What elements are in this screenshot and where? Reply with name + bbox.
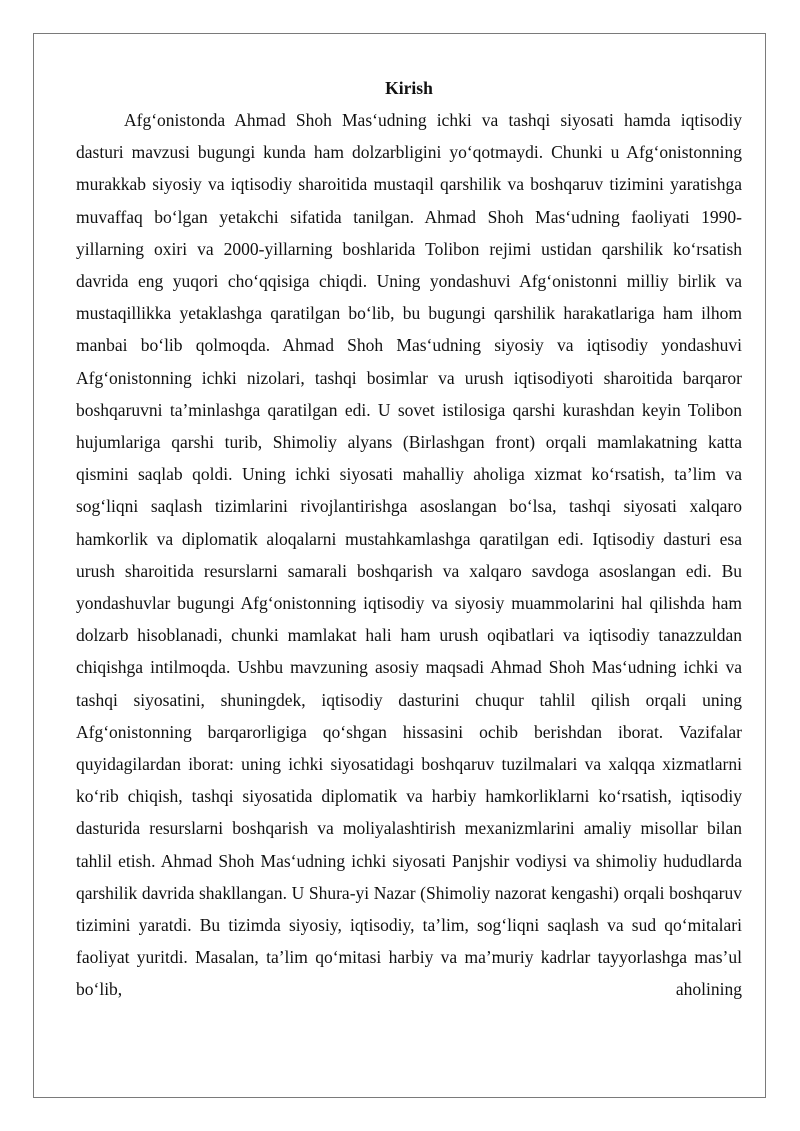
document-body: [76, 72, 742, 1006]
body-paragraph: Afg‘onistonda Ahmad Shoh Mas‘udning ichki va tashqi siyosati hamda iqtisodiy dasturi mavzusi bugungi kunda ham dolzarbligini yo‘qotmaydi. Chunki u Afg‘onistonning murakkab siyosiy va iqtisodiy sharoitida mustaqil qarshilik va boshqaruv tizimini yaratishga muvaffaq bo‘lgan yetakchi sifatida tanilgan. Ahmad Shoh Mas‘udning faoliyati 1990-yillarning oxiri va 2000-yillarning boshlarida Tolibon rejimi ustidan qarshilik ko‘rsatish davrida eng yuqori cho‘qqisiga chiqdi. Uning yondashuvi Afg‘onistonni milliy birlik va mustaqillikka yetaklashga qaratilgan bo‘lib, bu bugungi qarshilik harakatlariga ham ilhom manbai bo‘lib qolmoqda. Ahmad Shoh Mas‘udning siyosiy va iqtisodiy yondashuvi Afg‘onistonning ichki nizolari, tashqi bosimlar va urush iqtisodiyoti sharoitida barqaror boshqaruvni ta’minlashga qaratilgan edi. U sovet istilosiga qarshi kurashdan keyin Tolibon hujumlariga qarshi turib, Shimoliy alyans (Birlashgan front) orqali mamlakatning katta qismini saqlab qoldi. Uning ichki siyosati mahalliy aholiga xizmat ko‘rsatish, ta’lim va sog‘liqni saqlash tizimlarini rivojlantirishga asoslangan bo‘lsa, tashqi siyosati xalqaro hamkorlik va diplomatik aloqalarni mustahkamlashga qaratilgan edi. Iqtisodiy dasturi esa urush sharoitida resurslarni samarali boshqarish va xalqaro savdoga asoslangan edi. Bu yondashuvlar bugungi Afg‘onistonning iqtisodiy va siyosiy muammolarini hal qilishda ham dolzarb hisoblanadi, chunki mamlakat hali ham urush oqibatlari va iqtisodiy tanazzuldan chiqishga intilmoqda. Ushbu mavzuning asosiy maqsadi Ahmad Shoh Mas‘udning ichki va tashqi siyosatini, shuningdek, iqtisodiy dasturini chuqur tahlil qilish orqali uning Afg‘onistonning barqarorligiga qo‘shgan hissasini ochib berishdan iborat. Vazifalar quyidagilardan iborat: uning ichki siyosatidagi boshqaruv tuzilmalari va xalqqa xizmatlarni ko‘rib chiqish, tashqi siyosatida diplomatik va harbiy hamkorliklarni ko‘rsatish, iqtisodiy dasturida resurslarni boshqarish va moliyalashtirish mexanizmlarini amaliy misollar bilan tahlil etish. Ahmad Shoh Mas‘udning ichki siyosati Panjshir vodiysi va shimoliy hududlarda qarshilik davrida shakllangan. U Shura-yi Nazar (Shimoliy nazorat kengashi) orqali boshqaruv tizimini yaratdi. Bu tizimda siyosiy, iqtisodiy, ta’lim, sog‘liqni saqlash va sud qo‘mitalari faoliyat yuritdi. Masalan, ta’lim qo‘mitasi harbiy va ma’muriy kadrlar tayyorlashga mas’ul bo‘lib, aholining: [76, 110, 742, 1000]
section-heading: Kirish: [385, 78, 433, 98]
